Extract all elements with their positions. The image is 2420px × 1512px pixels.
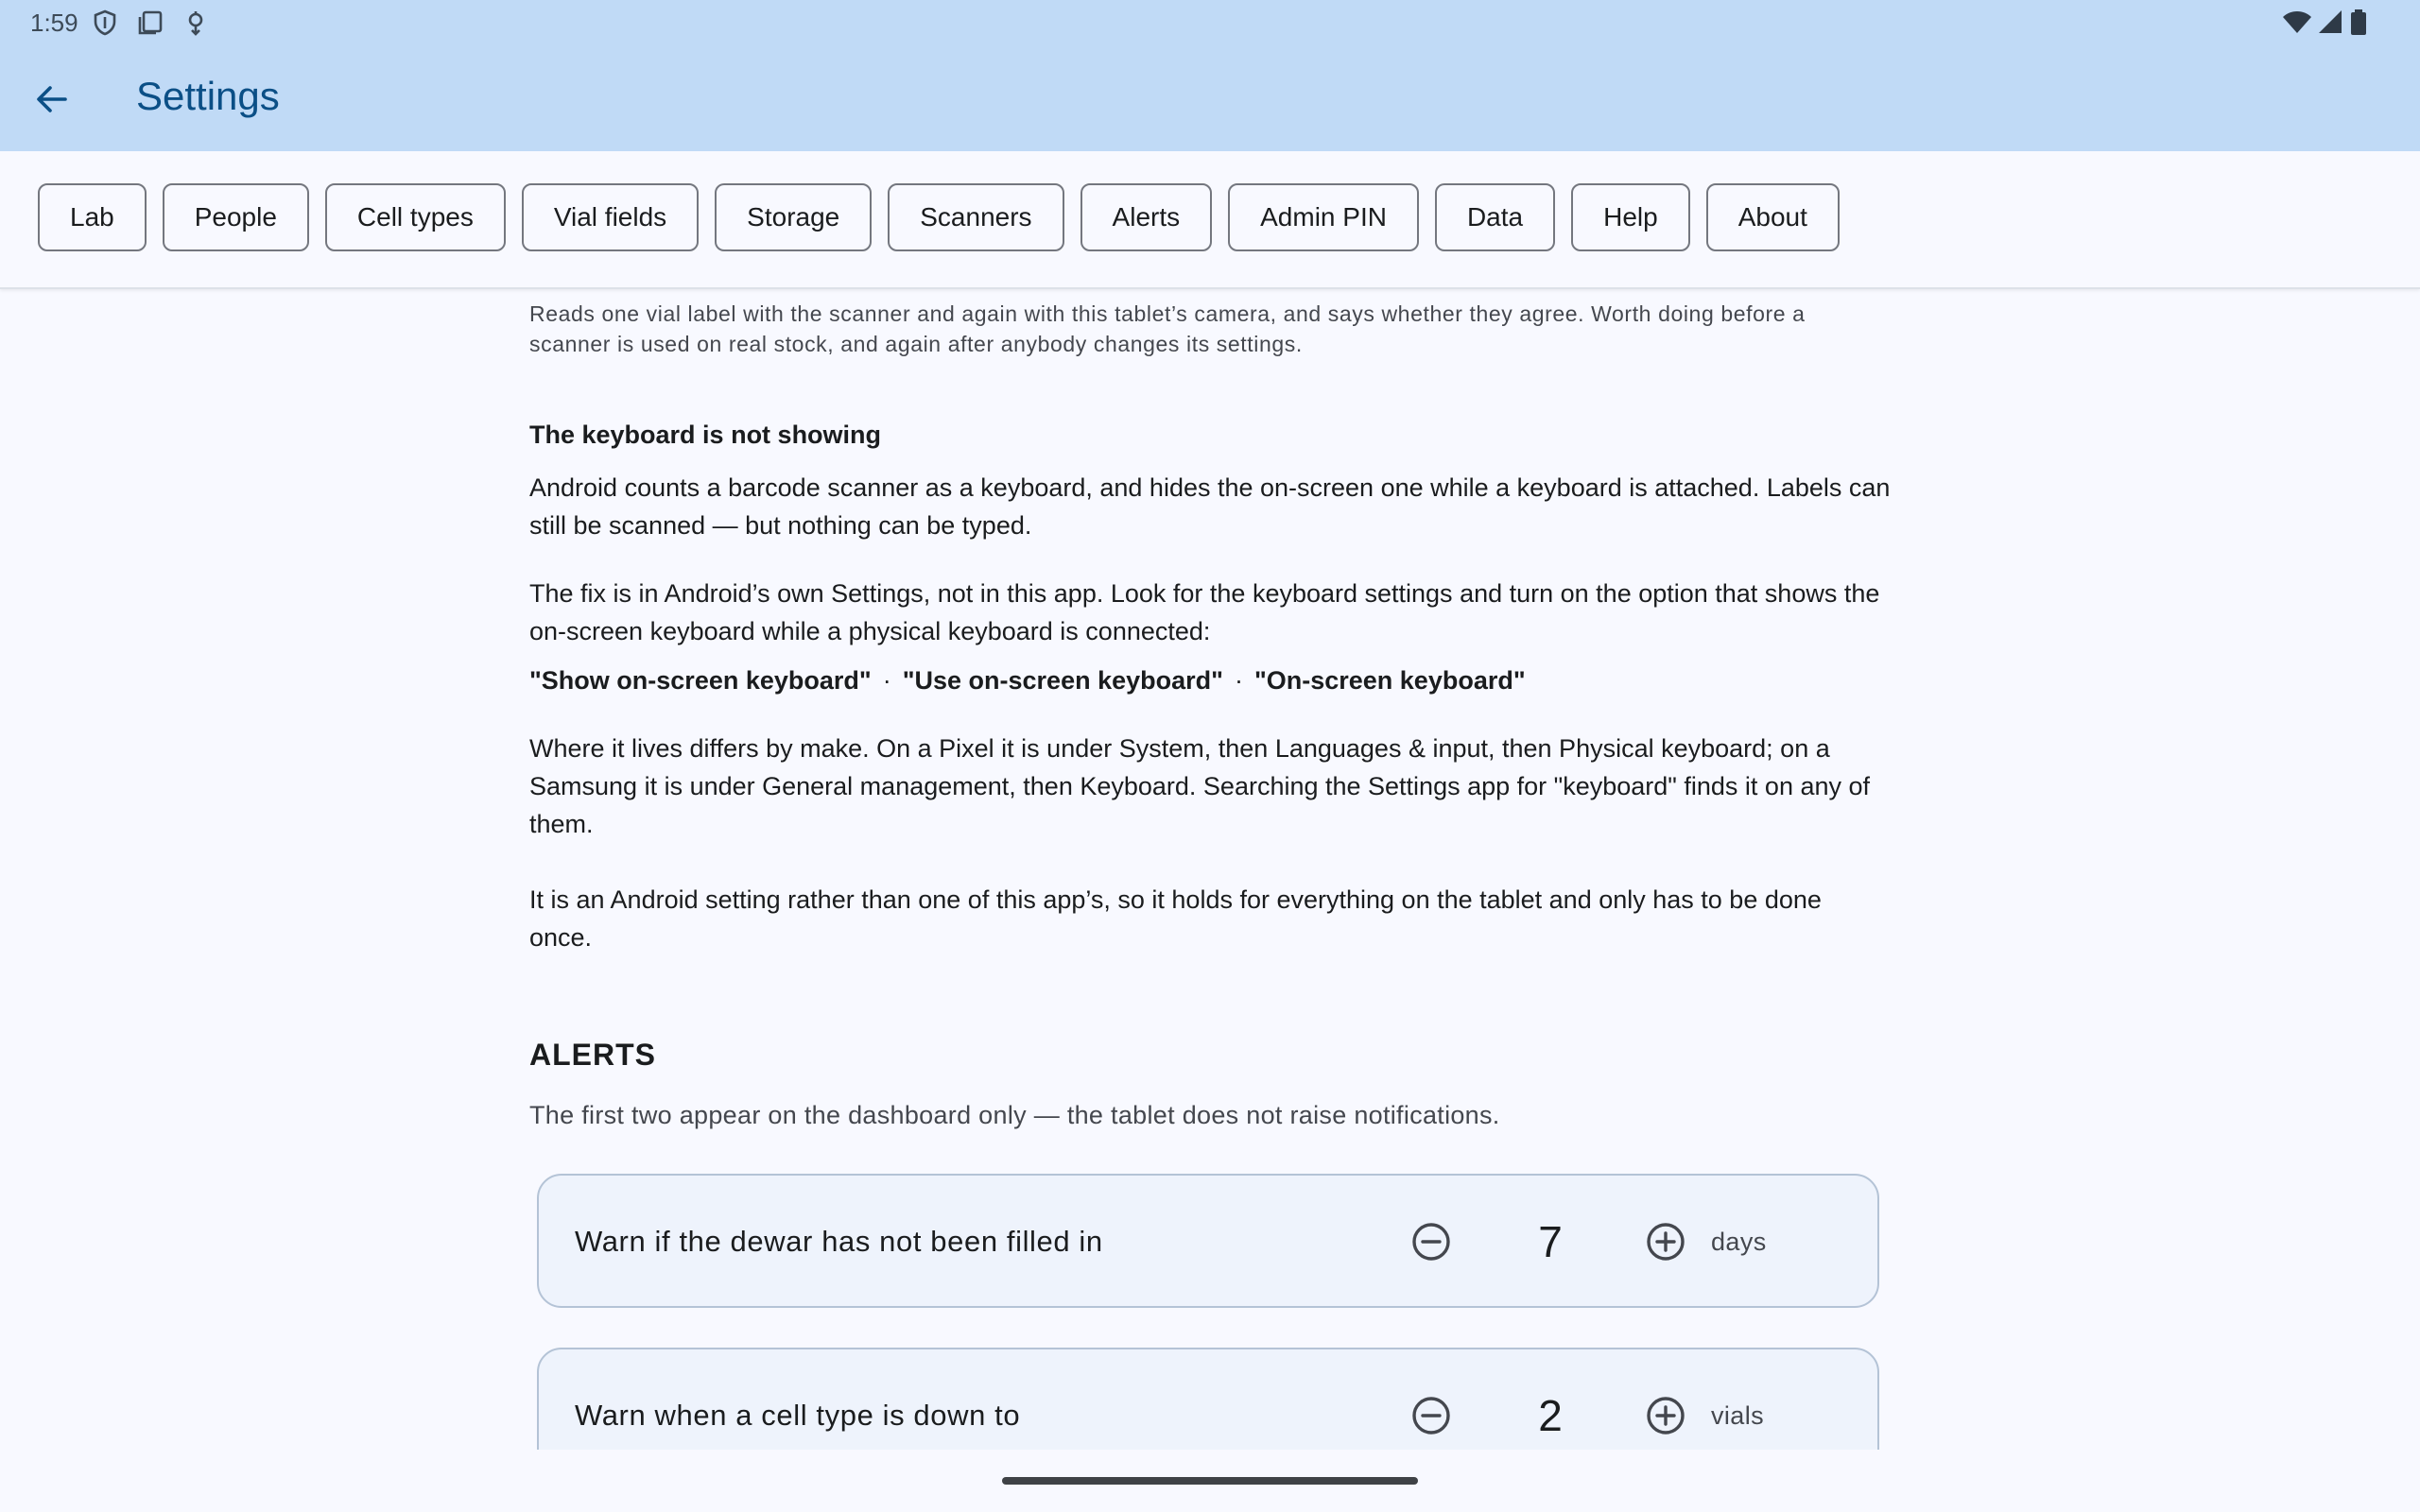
- decrement-button[interactable]: [1407, 1391, 1456, 1440]
- wifi-icon: [2282, 9, 2312, 39]
- app-bar: [0, 45, 2420, 151]
- stepper-unit: vials: [1711, 1401, 1765, 1430]
- stepper-value: 7: [1538, 1217, 1563, 1266]
- screenshot-icon: [137, 9, 164, 41]
- keyboard-help-paragraph-2: The fix is in Android’s own Settings, not in this app. Look for the keyboard settings and turn on the option that shows the on-screen keyboard while a physical keyboard is connected:: [529, 579, 1880, 645]
- alert-label: Warn when a cell type is down to: [575, 1399, 1021, 1432]
- usb-debug-icon: [183, 9, 208, 41]
- keyboard-help-paragraph-1: Android counts a barcode scanner as a keyboard, and hides the on-screen one while a keyboard is attached. Labels can still be scanned — but nothing can be typed.: [529, 473, 1891, 540]
- arrow-left-icon: [33, 80, 71, 118]
- signal-icon: [2318, 9, 2342, 39]
- separator-dot: ·: [882, 666, 891, 695]
- tab-help[interactable]: Help: [1571, 183, 1690, 251]
- alert-card-dewar-fill: [537, 1174, 1879, 1308]
- tab-cell-types[interactable]: Cell types: [325, 183, 506, 251]
- keyboard-option-names: [529, 662, 1526, 699]
- tab-about[interactable]: About: [1706, 183, 1840, 251]
- tab-scanners[interactable]: Scanners: [888, 183, 1063, 251]
- alerts-section-title: ALERTS: [529, 1038, 656, 1072]
- minus-circle-icon: [1410, 1221, 1452, 1263]
- alert-card-cell-type-low: [537, 1348, 1879, 1450]
- battery-icon: [2350, 9, 2367, 41]
- keyboard-help-paragraph-3: Where it lives differs by make. On a Pixel it is under System, then Languages & input, then Physical keyboard; on a Samsung it is under General management, then Keyboard. Searching the Settings app for "keyboard" finds it on any of them.: [529, 734, 1871, 838]
- tab-lab[interactable]: Lab: [38, 183, 147, 251]
- settings-tab-strip: [0, 151, 2420, 289]
- stepper-value: 2: [1538, 1391, 1563, 1440]
- shield-icon: [93, 9, 117, 41]
- tab-vial-fields[interactable]: Vial fields: [522, 183, 699, 251]
- scanner-check-description: Reads one vial label with the scanner and again with this tablet’s camera, and says whether they agree. Worth doing before a scanner is used on real stock, and again after anybody changes its settings.: [529, 301, 1806, 356]
- plus-circle-icon: [1645, 1395, 1686, 1436]
- keyboard-option-name: "Use on-screen keyboard": [902, 666, 1223, 695]
- tab-people[interactable]: People: [163, 183, 309, 251]
- tab-data[interactable]: Data: [1435, 183, 1555, 251]
- increment-button[interactable]: [1641, 1391, 1690, 1440]
- separator-dot: ·: [1234, 666, 1243, 695]
- minus-circle-icon: [1410, 1395, 1452, 1436]
- status-time: 1:59: [30, 9, 78, 37]
- plus-circle-icon: [1645, 1221, 1686, 1263]
- tab-admin-pin[interactable]: Admin PIN: [1228, 183, 1419, 251]
- keyboard-help-paragraph-4: It is an Android setting rather than one of this app’s, so it holds for everything on the tablet and only has to be done once.: [529, 885, 1822, 952]
- increment-button[interactable]: [1641, 1217, 1690, 1266]
- back-button[interactable]: [25, 72, 79, 127]
- decrement-button[interactable]: [1407, 1217, 1456, 1266]
- page-title: Settings: [136, 74, 280, 118]
- home-indicator[interactable]: [1002, 1477, 1418, 1485]
- stepper-unit: days: [1711, 1228, 1767, 1256]
- tab-storage[interactable]: Storage: [715, 183, 872, 251]
- keyboard-option-name: "On-screen keyboard": [1253, 666, 1526, 695]
- settings-content[interactable]: [529, 289, 1891, 1450]
- keyboard-help-heading: The keyboard is not showing: [529, 421, 882, 449]
- status-bar: [0, 0, 2420, 45]
- keyboard-option-name: "Show on-screen keyboard": [529, 666, 872, 695]
- alerts-section-description: The first two appear on the dashboard only — the tablet does not raise notifications.: [529, 1101, 1500, 1129]
- tab-alerts[interactable]: Alerts: [1080, 183, 1213, 251]
- alert-label: Warn if the dewar has not been filled in: [575, 1225, 1103, 1258]
